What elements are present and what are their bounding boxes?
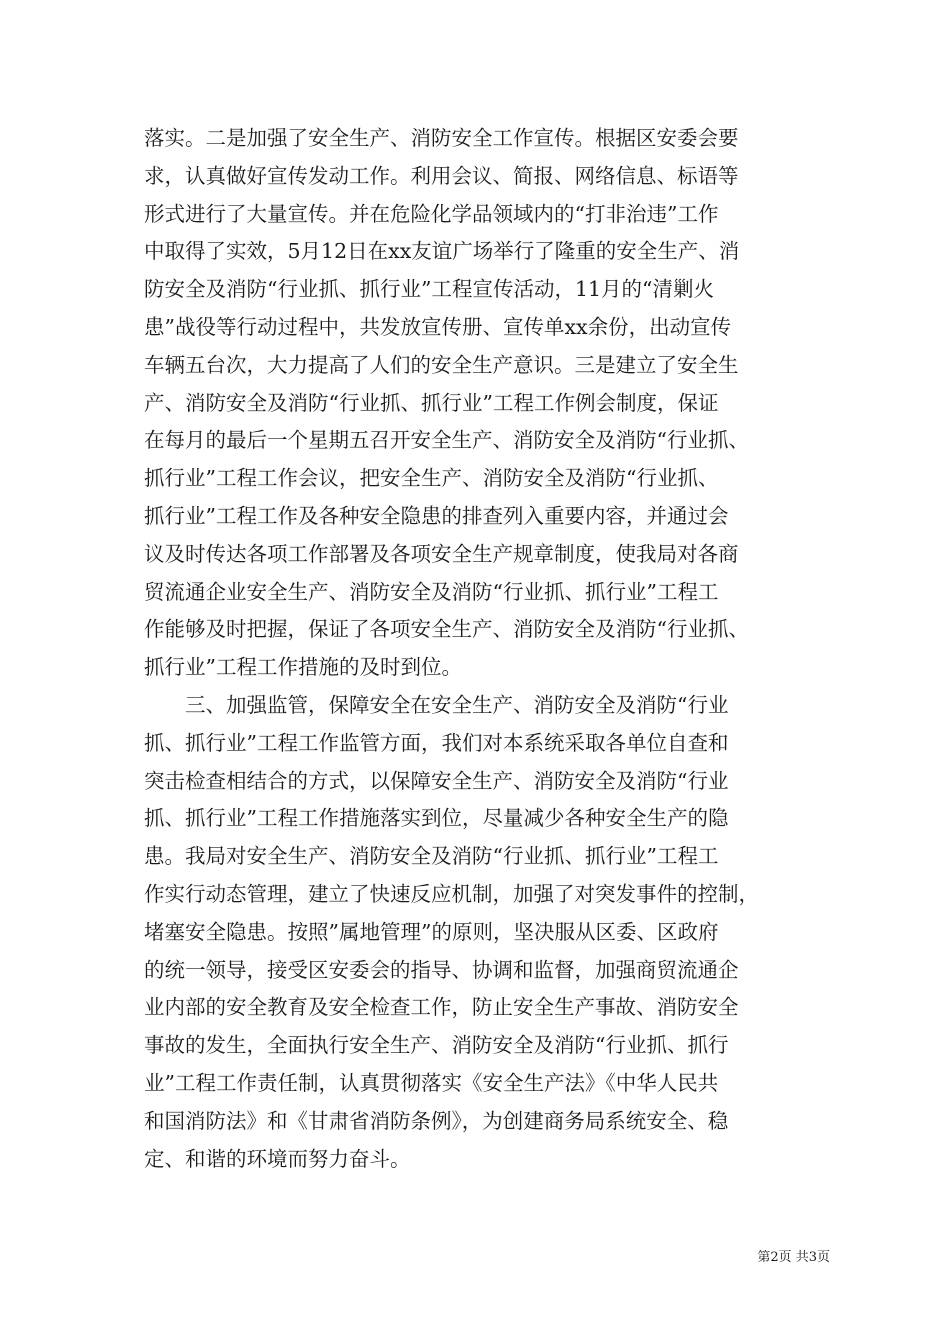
text-line: 作实行动态管理，建立了快速反应机制，加强了对突发事件的控制， <box>144 881 759 906</box>
text-line: 抓、抓行业”工程工作监管方面，我们对本系统采取各单位自查和 <box>144 730 729 755</box>
text-line: 贸流通企业安全生产、消防安全及消防“行业抓、抓行业”工程工 <box>144 579 719 604</box>
text-line: 车辆五台次，大力提高了人们的安全生产意识。三是建立了安全生 <box>144 352 739 377</box>
text-line: 抓行业”工程工作会议，把安全生产、消防安全及消防“行业抓、 <box>144 466 719 491</box>
text-line: 中取得了实效，5月12日在xx友谊广场举行了隆重的安全生产、消 <box>144 239 740 264</box>
text-line: 产、消防安全及消防“行业抓、抓行业”工程工作例会制度，保证 <box>144 390 719 415</box>
text-line: 落实。二是加强了安全生产、消防安全工作宣传。根据区安委会要 <box>144 126 739 150</box>
text-line: 抓、抓行业”工程工作措施落实到位，尽量减少各种安全生产的隐 <box>144 806 729 831</box>
document-body <box>144 120 824 1178</box>
text-line: 和国消防法》和《甘肃省消防条例》，为创建商务局系统安全、稳 <box>144 1108 729 1133</box>
text-line: 抓行业”工程工作措施的及时到位。 <box>144 655 462 680</box>
text-line: 议及时传达各项工作部署及各项安全生产规章制度，使我局对各商 <box>144 541 739 566</box>
text-line: 业”工程工作责任制，认真贯彻落实《安全生产法》《中华人民共 <box>144 1070 719 1095</box>
text-line: 形式进行了大量宣传。并在危险化学品领域内的“打非治违”工作 <box>144 201 719 226</box>
text-line: 堵塞安全隐患。按照”属地管理”的原则，坚决服从区委、区政府 <box>144 919 719 944</box>
text-line: 作能够及时把握，保证了各项安全生产、消防安全及消防“行业抓、 <box>144 617 749 642</box>
text-line: 业内部的安全教育及安全检查工作，防止安全生产事故、消防安全 <box>144 995 739 1020</box>
text-line: 的统一领导，接受区安委会的指导、协调和监督，加强商贸流通企 <box>144 957 739 982</box>
text-line: 防安全及消防“行业抓、抓行业”工程宣传活动，11月的“清剿火 <box>144 277 715 302</box>
text-line: 抓行业”工程工作及各种安全隐患的排查列入重要内容，并通过会 <box>144 503 729 528</box>
text-line: 患。我局对安全生产、消防安全及消防“行业抓、抓行业”工程工 <box>144 844 719 869</box>
text-line: 突击检查相结合的方式，以保障安全生产、消防安全及消防“行业 <box>144 768 729 793</box>
page-indicator: 第2页 共3页 <box>757 1250 830 1265</box>
text-line: 求，认真做好宣传发动工作。利用会议、简报、网络信息、标语等 <box>144 163 739 188</box>
text-line: 定、和谐的环境而努力奋斗。 <box>144 1146 411 1171</box>
text-line: 在每月的最后一个星期五召开安全生产、消防安全及消防“行业抓、 <box>144 428 749 453</box>
paragraph-1 <box>144 120 824 687</box>
text-line: 事故的发生，全面执行安全生产、消防安全及消防“行业抓、抓行 <box>144 1033 729 1058</box>
text-line: 三、加强监管，保障安全在安全生产、消防安全及消防“行业 <box>144 692 729 717</box>
text-line: 患”战役等行动过程中，共发放宣传册、宣传单xx余份，出动宣传 <box>144 314 732 339</box>
paragraph-2 <box>144 687 824 1178</box>
